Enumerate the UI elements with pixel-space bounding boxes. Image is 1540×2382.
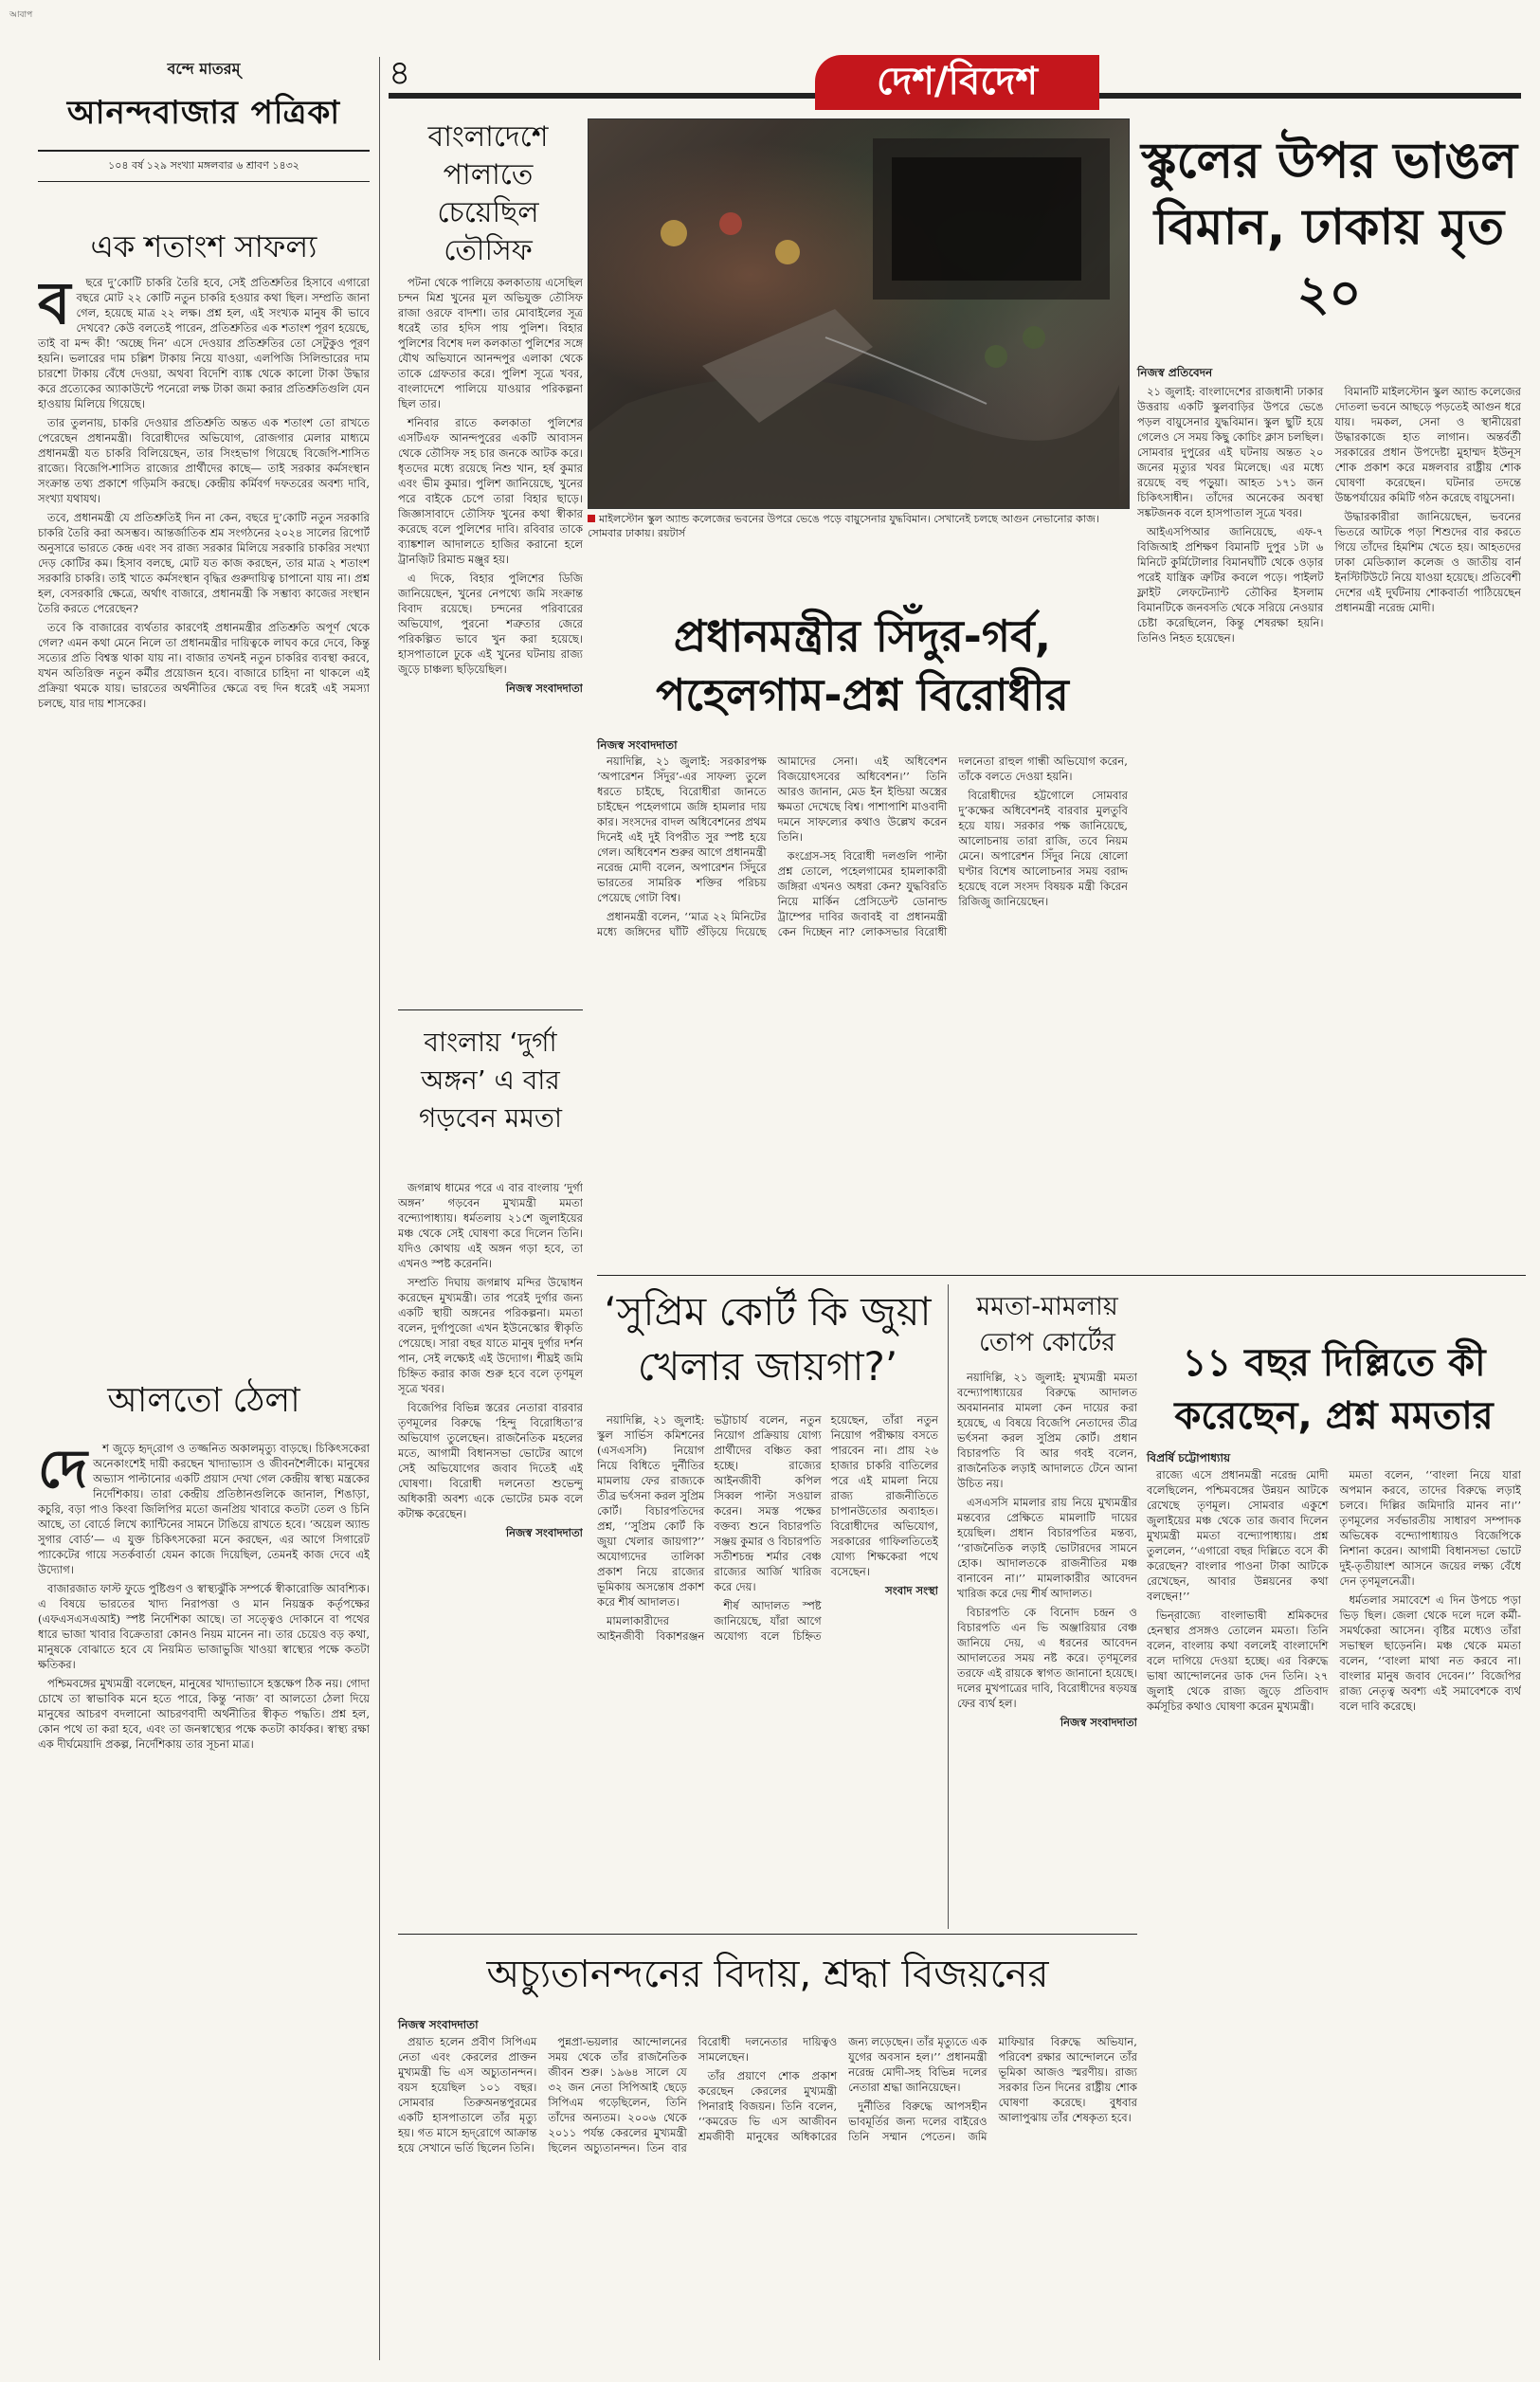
sindoor-byline: নিজস্ব সংবাদদাতা <box>597 738 678 752</box>
mamata-case-credit: নিজস্ব সংবাদদাতা <box>1060 1716 1137 1729</box>
achyut-headline: অচ্যুতানন্দনের বিদায়, শ্রদ্ধা বিজয়নের <box>486 1953 1049 1996</box>
tousif-body <box>398 275 583 1005</box>
achyut-para: দুর্নীতির বিরুদ্ধে আপসহীন ভাবমূর্তির জন্য দলের বাইরেও তিনি সম্মান পেতেন। জমি মাফিয়ার বিরুদ্ধে অভিযান, পরিবেশ রক্ষার আন্দোলনে তাঁর ভূমিকা আজও স্মরণীয়। রাজ্য সরকার তিন দিনের রাষ্ট্রীয় শোক ঘোষণা করেছে। বুধবার আলাপুঝায় তাঁর শেষকৃত্য হবে। <box>848 2035 1137 2143</box>
durga-para: জগন্নাথ ধামের পরে এ বার বাংলায় ‘দুর্গা অঙ্গন’ গড়বেন মুখ্যমন্ত্রী মমতা বন্দ্যোপাধ্যায়। ধর্মতলায় ২১শে জুলাইয়ের মঞ্চ থেকে সেই ঘোষণা করে দিলেন তিনি। যদিও কোথায় এই অঙ্গন গড়া হবে, তা এখনও স্পষ্ট করেননি। <box>398 1181 583 1270</box>
section-banner <box>815 55 1099 110</box>
supreme-para: নয়াদিল্লি, ২১ জুলাই: স্কুল সার্ভিস কমিশনের (এসএসসি) নিয়োগ নিয়ে বিধিতে দুর্নীতির মামলায় ফের রাজ্যকে তীব্র ভর্ৎসনা করল সুপ্রিম কোর্ট। বিচারপতিদের প্রশ্ন, ‘‘সুপ্রিম কোর্ট কি জুয়া খেলার জায়গা?’’ অযোগ্যদের তালিকা প্রকাশ নিয়ে রাজ্যের ভূমিকায় অসন্তোষ প্রকাশ করে শীর্ষ আদালত। <box>597 1413 705 1609</box>
dhaka-para: আইএসপিআর জানিয়েছে, এফ-৭ বিজিআই প্রশিক্ষণ বিমানটি দুপুর ১টা ৬ মিনিটে কুর্মিটোলার বিমানঘাঁটি থেকে ওড়ার পরেই যান্ত্রিক ত্রুটির কবলে পড়ে। পাইলট ফ্লাইট লেফটেন্যান্ট তৌকির ইসলাম বিমানটিকে জনবসতি থেকে সরিয়ে নেওয়ার চেষ্টা করেছিলেন, কিন্তু শেষরক্ষা হয়নি। তিনিও নিহত হয়েছেন। <box>1137 525 1324 645</box>
delhi-para: রাজ্যে এসে প্রধানমন্ত্রী নরেন্দ্র মোদী বলেছিলেন, পশ্চিমবঙ্গের উন্নয়ন আটকে রেখেছে তৃণমূল। সোমবার একুশে জুলাইয়ের মঞ্চ থেকে তার জবাব দিলেন মুখ্যমন্ত্রী মমতা বন্দ্যোপাধ্যায়। প্রশ্ন তুললেন, ‘‘এগারো বছর দিল্লিতে বসে কী করেছেন? বাংলার পাওনা টাকা আটকে রেখেছেন, আবার উন্নয়নের কথা বলছেন!’’ <box>1147 1468 1329 1603</box>
corner-mark: আবাপ <box>9 10 33 20</box>
dhaka-para: ২১ জুলাই: বাংলাদেশের রাজধানী ঢাকার উত্তরায় একটি স্কুলবাড়ির উপরে ভেঙে পড়ল বায়ুসেনার যুদ্ধবিমান। স্কুল ছুটি হয়ে গেলেও সে সময় কিছু কোচিং ক্লাস চলছিল। সোমবার দুপুরের এই ঘটনায় অন্তত ২০ জনের মৃত্যুর খবর মিলেছে। এর মধ্যে রয়েছে বহু পড়ুয়া। আহত ১৭১ জন চিকিৎসাধীন। তাঁদের অনেকের অবস্থা সঙ্কটজনক বলে হাসপাতাল সূত্রে খবর। <box>1137 385 1324 519</box>
mamata-case-para: এসএসসি মামলার রায় নিয়ে মুখ্যমন্ত্রীর মন্তব্যের প্রেক্ষিতে মামলাটি দায়ের হয়েছিল। প্রধান বিচারপতির মন্তব্য, ‘‘রাজনৈতিক লড়াই ভোটারদের সামনে হোক। আদালতকে রাজনীতির মঞ্চ বানাবেন না।’’ মামলাকারীর আবেদন খারিজ করে দেয় শীর্ষ আদালত। <box>957 1496 1137 1600</box>
supreme-headline: ‘সুপ্রিম কোর্ট কি জুয়া খেলার জায়গা?’ <box>604 1288 932 1390</box>
editorial1-para: তবে কি বাজারের ব্যর্থতার কারণেই প্রধানমন্ত্রীর প্রতিশ্রুতি অপূর্ণ থেকে গেল? এমন কথা মেনে নিলে তা প্রধানমন্ত্রীর দায়িত্বকে লাঘব করে দেবে, কিন্তু সত্যের প্রতি বিশ্বস্ত থাকা যায় না। বাজার তখনই নতুন চাকরির ব্যবস্থা করবে, যখন অতিরিক্ত নতুন কর্মীর প্রয়োজন হবে। বাজারে চাহিদা না থাকলে এই প্রক্রিয়া থমকে যায়। ভারতের অর্থনীতির ক্ষেত্রে বহু দিন ধরেই এই সমস্যা চলছে, যার দায় শাসকের। <box>38 621 370 710</box>
supreme-para: শীর্ষ আদালত স্পষ্ট জানিয়েছে, যাঁরা আগে অযোগ্য বলে চিহ্নিত হয়েছেন, তাঁরা নতুন নিয়োগ পরীক্ষায় বসতে পারবেন না। প্রায় ২৬ হাজার চাকরি বাতিলের পরে এই মামলা নিয়ে রাজ্য রাজনীতিতে চাপানউতোর অব্যাহত। বিরোধীদের অভিযোগ, সরকারের গাফিলতিতেই যোগ্য শিক্ষকেরা পথে বসেছেন। <box>714 1413 938 1643</box>
delhi-para: ভিন্‌রাজ্যে বাংলাভাষী শ্রমিকদের হেনস্থার প্রসঙ্গও তোলেন মমতা। তিনি বলেন, বাংলায় কথা বললেই বাংলাদেশি বলে দাগিয়ে দেওয়া হচ্ছে। এর বিরুদ্ধে ভাষা আন্দোলনের ডাক দেন তিনি। ২৭ জুলাই থেকে রাজ্য জুড়ে প্রতিবাদ কর্মসূচির কথাও ঘোষণা করেন মুখ্যমন্ত্রী। <box>1147 1609 1329 1713</box>
crash-photo-art <box>589 119 1129 508</box>
photo-caption-text: মাইলস্টোন স্কুল অ্যান্ড কলেজের ভবনের উপরে ভেঙে পড়ে বায়ুসেনার যুদ্ধবিমান। সেখানেই চলছে আগুন নেভানোর কাজ। সোমবার ঢাকায়। রয়টার্স <box>588 513 1099 539</box>
editorial1-headline: এক শতাংশ সাফল্য <box>90 228 317 264</box>
achyut-para: প্রয়াত হলেন প্রবীণ সিপিএম নেতা এবং কেরলের প্রাক্তন মুখ্যমন্ত্রী ভি এস অচ্যুতানন্দন। বয়স হয়েছিল ১০১ বছর। সোমবার তিরুঅনন্তপুরমের একটি হাসপাতালে তাঁর মৃত্যু হয়। গত মাসে হৃদ্‌রোগে আক্রান্ত হয়ে সেখানে ভর্তি ছিলেন তিনি। <box>398 2035 537 2155</box>
tousif-para: শনিবার রাতে কলকাতা পুলিশের এসটিএফ আনন্দপুরের একটি আবাসন থেকে তৌসিফ সহ চার জনকে আটক করে। ধৃতদের মধ্যে রয়েছে নিশু খান, হর্ষ কুমার এবং ভীম কুমার। পুলিশ জানিয়েছে, খুনের পরে বাইকে চেপে তারা বিহার ছাড়ে। জিজ্ঞাসাবাদে তৌসিফ খুনের কথা স্বীকার করেছে বলে পুলিশের দাবি। রবিবার তাকে ব্যাঙ্কশাল আদালতে হাজির করানো হলে ট্রানজ়িট রিমান্ড মঞ্জুর হয়। <box>398 416 583 566</box>
delhi-body <box>1147 1467 1521 2358</box>
durga-para: বিজেপির বিভিন্ন স্তরের নেতারা বারবার তৃণমূলের বিরুদ্ধে ‘হিন্দু বিরোধিতা’র অভিযোগ তুলেছেন। রাজনৈতিক মহলের মতে, আগামী বিধানসভা ভোটের আগে সেই অভিযোগের জবাব দিতেই এই ঘোষণা। বিরোধী দলনেতা শুভেন্দু অধিকারী অবশ্য একে ভোটের চমক বলে কটাক্ষ করেছেন। <box>398 1401 583 1520</box>
editorial2-para: পশ্চিমবঙ্গের মুখ্যমন্ত্রী বলেছেন, মানুষের খাদ্যাভ্যাসে হস্তক্ষেপ ঠিক নয়। গোদা চোখে তা স্বাভাবিক মনে হতে পারে, কিন্তু ‘নাজ’ বা আলতো ঠেলা দিয়ে মানুষের আচরণ বদলানো আচরণবাদী অর্থনীতির স্বীকৃত পদ্ধতি। প্রশ্ন হল, কোন পথে তা করা হবে, এবং তা জনস্বাস্থ্যের পক্ষে কতটা কার্যকর। স্বাস্থ্য রক্ষা এক দীর্ঘমেয়াদি প্রকল্প, নির্দেশিকায় তার সূচনা মাত্র। <box>38 1677 370 1751</box>
dhaka-para: উদ্ধারকারীরা জানিয়েছেন, ভবনের ভিতরে আটকে পড়া শিশুদের বার করতে গিয়ে তাঁদের হিমশিম খেতে হয়। আহতদের ঢাকা মেডিক্যাল কলেজ ও জাতীয় বার্ন ইনস্টিটিউটে নিয়ে যাওয়া হয়েছে। প্রতিবেশী দেশের এই দুর্ঘটনায় শোকবার্তা পাঠিয়েছেন প্রধানমন্ত্রী নরেন্দ্র মোদী। <box>1334 510 1521 614</box>
editorial2-para: বাজারজাত ফাস্ট ফুডে পুষ্টিগুণ ও স্বাস্থ্যঝুঁকি সম্পর্কে স্বীকারোক্তি আবশ্যিক। এ বিষয়ে ভারতের খাদ্য নিরাপত্তা ও মান নিয়ন্ত্রক কর্তৃপক্ষের (এফএসএসএআই) স্পষ্ট নির্দেশিকা আছে। তা সত্ত্বেও দোকানে বা পথের ধারে ভাজা খাবার বিক্রেতারা কোনও নিয়ম মানেন না। তার চেয়েও বড় কথা, মানুষকে বোঝাতে হবে যে নিয়মিত ভাজাভুজি খাওয়া স্বাস্থ্যের পক্ষে কতটা ক্ষতিকর। <box>38 1582 370 1671</box>
caption-square-icon <box>588 515 595 522</box>
masthead-motto: বন্দে মাতরম্‌ <box>167 60 241 78</box>
dhaka-body <box>1137 384 1521 1332</box>
dhaka-byline: নিজস্ব প্রতিবেদন <box>1137 366 1213 379</box>
sindoor-headline: প্রধানমন্ত্রীর সিঁদুর-গর্ব, পহেলগাম-প্রশ্ন বিরোধীর <box>656 610 1069 720</box>
sindoor-para: বিরোধীদের হট্টগোলে সোমবার দু’কক্ষের অধিবেশনই বারবার মুলতুবি হয়ে যায়। সরকার পক্ষ জানিয়েছে, আলোচনায় তারা রাজি, তবে নিয়ম মেনে। অপারেশন সিঁদুর নিয়ে ষোলো ঘণ্টার বিশেষ আলোচনার সময় বরাদ্দ হয়েছে বলে সংসদ বিষয়ক মন্ত্রী কিরেন রিজিজু জানিয়েছেন। <box>958 789 1128 908</box>
durga-headline: বাংলায় ‘দুর্গা অঙ্গন’ এ বার গড়বেন মমতা <box>418 1027 562 1134</box>
sindoor-body <box>597 754 1128 1265</box>
durga-credit: নিজস্ব সংবাদদাতা <box>505 1526 583 1539</box>
editorial1-dropcap: ব <box>38 275 71 337</box>
tousif-para: পটনা থেকে পালিয়ে কলকাতায় এসেছিল চন্দন মিশ্র খুনের মূল অভিযুক্ত তৌসিফ রাজা ওরফে বাদশা। তার মোবাইলের সূত্র ধরেই তার হদিস পায় পুলিশ। বিহার পুলিশের বিশেষ দল কলকাতা পুলিশের সঙ্গে যৌথ অভিযানে আনন্দপুর এলাকা থেকে তাকে গ্রেফতার করে। পুলিশ সূত্রে খবর, বাংলাদেশে পালিয়ে যাওয়ার পরিকল্পনা ছিল তার। <box>398 276 583 410</box>
section-rule-left <box>389 93 815 99</box>
masthead-title: আনন্দবাজার পত্রিকা <box>66 94 341 132</box>
delhi-para: মমতা বলেন, ‘‘বাংলা নিয়ে যারা অপমান করবে, তাদের বিরুদ্ধে লড়াই চলবে। দিল্লির জমিদারি মানব না।’’ তৃণমূলের সর্বভারতীয় সাধারণ সম্পাদক অভিষেক বন্দ্যোপাধ্যায়ও বিজেপিকে নিশানা করেন। আগামী বিধানসভা ভোটে দুই-তৃতীয়াংশ আসনে জয়ের লক্ষ্য বেঁধে দেন তৃণমূলনেত্রী। <box>1339 1468 1521 1588</box>
dhaka-headline: স্কুলের উপর ভাঙল বিমান, ঢাকায় মৃত ২০ <box>1140 133 1518 322</box>
achyut-para: পুন্নপ্রা-ভয়লার আন্দোলনের সময় থেকে তাঁর রাজনৈতিক জীবন শুরু। ১৯৬৪ সালে যে ৩২ জন নেতা সিপিআই ছেড়ে সিপিএম গড়েছিলেন, তিনি তাঁদের অন্যতম। ২০০৬ থেকে ২০১১ পর্যন্ত কেরলের মুখ্যমন্ত্রী ছিলেন অচ্যুতানন্দন। তিন বার বিরোধী দলনেতার দায়িত্বও সামলেছেন। <box>548 2035 838 2155</box>
editorial2-dropcap: দে <box>38 1441 88 1500</box>
editorial1-para: ছরে দু’কোটি চাকরি তৈরি হবে, সেই প্রতিশ্রুতির হিসাবে এগারো বছরে মোট ২২ কোটি নতুন চাকরি হওয়ার কথা ছিল। সম্প্রতি জানা গেল, হয়েছে মাত্র ২২ লক্ষ। প্রশ্ন হল, এই সংখ্যক মানুষ কী ভাবে দেখবে? কেউ বলতেই পারেন, প্রতিশ্রুতির এক শতাংশ পূরণ হয়েছে, তাই বা মন্দ কী! ‘অচ্ছে দিন’ এসে দেওয়ার প্রতিশ্রুতির তো সেটুকুও পূরণ হয়নি। ভলারের দাম চল্লিশ টাকায় নিয়ে যাওয়া, এলপিজি সিলিন্ডারের দাম চারশো টাকায় বেঁধে দেওয়া, অথবা বিদেশি ব্যাঙ্ক থেকে কালো টাকা উদ্ধার করে প্রত্যেকের অ্যাকাউন্টে পনেরো লক্ষ টাকা জমা করার প্রতিশ্রুতিগুলি যেন হাওয়ায় মিলিয়ে গিয়েছে। <box>38 276 370 410</box>
section-rule-right <box>1099 93 1521 99</box>
mamata-case-body <box>957 1370 1137 1929</box>
dhaka-para: বিমানটি মাইলস্টোন স্কুল অ্যান্ড কলেজের দোতলা ভবনে আছড়ে পড়তেই আগুন ধরে যায়। দমকল, সেনা ও স্থানীয়েরা উদ্ধারকাজে হাত লাগান। অন্তর্বর্তী সরকারের প্রধান উপদেষ্টা মুহাম্মদ ইউনূস শোক প্রকাশ করে মঙ্গলবার রাষ্ট্রীয় শোক ঘোষণা করেছেন। ঘটনার তদন্তে উচ্চপর্যায়ের কমিটি গঠন করেছে বায়ুসেনা। <box>1334 385 1521 504</box>
tousif-credit: নিজস্ব সংবাদদাতা <box>505 682 583 695</box>
achyut-para: তাঁর প্রয়াণে শোক প্রকাশ করেছেন কেরলের মুখ্যমন্ত্রী পিনারাই বিজয়ন। তিনি বলেন, ‘‘কমরেড ভি এস আজীবন শ্রমজীবী মানুষের অধিকারের জন্য লড়েছেন। তাঁর মৃত্যুতে এক যুগের অবসান হল।’’ প্রধানমন্ত্রী নরেন্দ্র মোদী-সহ বিভিন্ন দলের নেতারা শ্রদ্ধা জানিয়েছেন। <box>698 2035 987 2143</box>
editorial1-body <box>38 275 370 1223</box>
editorial2-body <box>38 1441 370 2360</box>
photo-caption <box>588 512 1128 540</box>
delhi-headline: ১১ বছর দিল্লিতে কী করেছেন, প্রশ্ন মমতার <box>1174 1341 1494 1438</box>
mamata-case-divider <box>948 1284 949 1929</box>
masthead-rule <box>38 150 370 152</box>
sindoor-para: নয়াদিল্লি, ২১ জুলাই: সরকারপক্ষ ‘অপারেশন সিঁদুর’-এর সাফল্য তুলে ধরতে চাইছে, বিরোধীরা জানতে চাইছেন পহেলগামে জঙ্গি হামলার দায় কার। সংসদের বাদল অধিবেশনের প্রথম দিনেই এই দুই বিপরীত সুর স্পষ্ট হয়ে গেল। অধিবেশন শুরুর আগে প্রধানমন্ত্রী নরেন্দ্র মোদী বলেন, অপারেশন সিঁদুরে ভারতের সামরিক শক্তির পরিচয় পেয়েছে গোটা বিশ্ব। <box>597 755 767 904</box>
page-number: ৪ <box>389 54 411 93</box>
editorial1-para: তবে, প্রধানমন্ত্রী যে প্রতিশ্রুতিই দিন না কেন, বছরে দু’কোটি নতুন সরকারি চাকরি তৈরি করা অসম্ভব। আন্তর্জাতিক শ্রম সংগঠনের ২০২৪ সালের রিপোর্ট অনুসারে ভারতে কেন্দ্র এবং সব রাজ্য সরকার মিলিয়ে সরকারি চাকরির সংখ্যা দেড় কোটির কম। হিসাব বলছে, মোট যত কাজ করছেন, তার মাত্র ২ শতাংশ সরকারি চাকরি। তাই খাতে কর্মসংস্থান বৃদ্ধির গুরুদায়িত্ব চাপানো যায় না। প্রশ্ন হল, বেসরকারি ক্ষেত্রে, অর্থাৎ বাজারে, প্রধানমন্ত্রী কি সম্ভাব্য কাজের সংস্থান তৈরি করতে পেরেছেন? <box>38 511 370 615</box>
sindoor-para: প্রধানমন্ত্রী বলেন, ‘‘মাত্র ২২ মিনিটের মধ্যে জঙ্গিদের ঘাঁটি গুঁড়িয়ে দিয়েছে আমাদের সেনা। এই অধিবেশন বিজয়োৎসবের অধিবেশন।’’ তিনি আরও জানান, মেড ইন ইন্ডিয়া অস্ত্রের ক্ষমতা দেখেছে বিশ্ব। পাশাপাশি মাওবাদী দমনে সাফল্যের কথাও উল্লেখ করেন তিনি। <box>597 755 948 938</box>
editorial2-para: শ জুড়ে হৃদ্‌রোগ ও তজ্জনিত অকালমৃত্যু বাড়ছে। চিকিৎসকেরা অনেকাংশেই দায়ী করছেন খাদ্যাভ্যাস ও জীবনশৈলীকে। মানুষের অভ্যাস পাল্টানোর একটি প্রয়াস দেখা গেল কেন্দ্রীয় স্বাস্থ্য মন্ত্রকের নির্দেশিকায়। তারা কেন্দ্রীয় প্রতিষ্ঠানগুলিকে জানাল, শিঙাড়া, কচুরি, বড়া পাও কিংবা জিলিপির মতো জনপ্রিয় খাবারে কতটা তেল ও চিনি আছে, তা বোর্ডে লিখে ক্যান্টিনের সামনে টাঙিয়ে রাখতে হবে। ‘অয়েল অ্যান্ড সুগার বোর্ড’— এ যুক্ত চিকিৎসকেরা মনে করছেন, এর আগে সিগারেট প্যাকেটের গায়ে সতর্কবার্তা যেমন কাজে দিয়েছিল, তেমনই কাজ দেবে এই উদ্যোগ। <box>38 1442 370 1576</box>
mamata-case-para: নয়াদিল্লি, ২১ জুলাই: মুখ্যমন্ত্রী মমতা বন্দ্যোপাধ্যায়ের বিরুদ্ধে আদালত অবমাননার মামলা কেন দায়ের করা হয়েছে, এ বিষয়ে বিজেপি নেতাদের তীব্র ভর্ৎসনা করল সুপ্রিম কোর্ট। প্রধান বিচারপতি বি আর গবই বলেন, রাজনৈতিক লড়াই আদালতে টেনে আনা উচিত নয়। <box>957 1371 1137 1490</box>
supreme-credit: সংবাদ সংস্থা <box>885 1584 938 1597</box>
tousif-para: এ দিকে, বিহার পুলিশের ডিজি জানিয়েছেন, খুনের নেপথ্যে জমি সংক্রান্ত বিবাদ রয়েছে। চন্দনের পরিবারের অভিযোগ, পুরনো শত্রুতার জেরে পরিকল্পিত ভাবে খুন করা হয়েছে। হাসপাতালে ঢুকে এই খুনের ঘটনায় রাজ্য জুড়ে চাঞ্চল্য ছড়িয়েছিল। <box>398 572 583 676</box>
crash-photo <box>588 118 1130 509</box>
delhi-para: ধর্মতলার সমাবেশে এ দিন উপচে পড়া ভিড় ছিল। জেলা থেকে দলে দলে কর্মী-সমর্থকেরা আসেন। বৃষ্টির মধ্যেও তাঁরা সভাস্থল ছাড়েননি। মঞ্চ থেকে মমতা বলেন, ‘‘বাংলা মাথা নত করবে না। বাংলার মানুষ জবাব দেবেন।’’ বিজেপির রাজ্য নেতৃত্ব অবশ্য এই সমাবেশকে ব্যর্থ বলে দাবি করেছে। <box>1339 1593 1521 1713</box>
masthead-issue: ১০৪ বর্ষ ১২৯ সংখ্যা মঙ্গলবার ৬ শ্রাবণ ১৪৩২ <box>108 159 299 172</box>
durga-body <box>398 1180 583 1919</box>
editorial2-headline: আলতো ঠেলা <box>107 1381 300 1420</box>
tousif-headline: বাংলাদেশে পালাতে চেয়েছিল তৌসিফ <box>427 120 549 267</box>
supreme-body <box>597 1412 938 1924</box>
delhi-byline: বিপ্রর্ষি চট্টোপাধ্যায় <box>1147 1451 1231 1464</box>
durga-top-rule <box>398 1009 583 1010</box>
supreme-para: মামলাকারীদের আইনজীবী বিকাশরঞ্জন ভট্টাচার্য বলেন, নতুন নিয়োগ প্রক্রিয়ায় যোগ্য প্রার্থীদের বঞ্চিত করা হচ্ছে। রাজ্যের আইনজীবী কপিল সিব্বল পাল্টা সওয়াল করেন। সমস্ত পক্ষের বক্তব্য শুনে বিচারপতি সঞ্জয় কুমার ও বিচারপতি সতীশচন্দ্র শর্মার বেঞ্চ রাজ্যের আর্জি খারিজ করে দেয়। <box>597 1413 822 1643</box>
sindoor-para: কংগ্রেস-সহ বিরোধী দলগুলি পাল্টা প্রশ্ন তোলে, পহেলগামের হামলাকারী জঙ্গিরা এখনও অধরা কেন? যুদ্ধবিরতি নিয়ে মার্কিন প্রেসিডেন্ট ডোনাল্ড ট্রাম্পের দাবির জবাবই বা প্রধানমন্ত্রী কেন দিচ্ছেন না? লোকসভার বিরোধী দলনেতা রাহুল গান্ধী অভিযোগ করেন, তাঁকে বলতে দেওয়া হয়নি। <box>777 755 1128 938</box>
mamata-case-headline: মমতা-মামলায় তোপ কোর্টের <box>976 1292 1118 1357</box>
durga-para: সম্প্রতি দিঘায় জগন্নাথ মন্দির উদ্বোধন করেছেন মুখ্যমন্ত্রী। তার পরেই দুর্গার জন্য একটি স্থায়ী অঙ্গনের পরিকল্পনা। মমতা বলেন, দুর্গাপুজো এখন ইউনেস্কোর স্বীকৃতি পেয়েছে। সারা বছর যাতে মানুষ দুর্গার দর্শন পান, সেই লক্ষ্যেই এই উদ্যোগ। শীঘ্রই জমি চিহ্নিত করার কাজ শুরু হবে বলে তৃণমূল সূত্রে খবর। <box>398 1276 583 1395</box>
achyut-body <box>398 2034 1137 2361</box>
mamata-case-para: বিচারপতি কে বিনোদ চন্দ্রন ও বিচারপতি এন ভি অঞ্জারিয়ার বেঞ্চ জানিয়ে দেয়, এ ধরনের আবেদন আদালতের সময় নষ্ট করে। তৃণমূলের তরফে এই রায়কে স্বাগত জানানো হয়েছে। দলের মুখপাত্রের দাবি, বিরোধীদের ষড়যন্ত্র ফের ব্যর্থ হল। <box>957 1606 1137 1710</box>
masthead <box>38 57 370 182</box>
editorial1-para: তার তুলনায়, চাকরি দেওয়ার প্রতিশ্রুতি অন্তত এক শতাংশ তো রাখতে পেরেছেন প্রধানমন্ত্রী। বিরোধীদের অভিযোগ, রোজগার মেলার মাধ্যমে প্রধানমন্ত্রী যত চাকরি বিলিয়েছেন, তার সিংহভাগ গিয়েছে বিজেপি-শাসিত রাজ্যে। বিজেপি-শাসিত রাজ্যের প্রার্থীদের কাছে— তাই সরকার কর্মসংস্থান সংক্রান্ত তথ্য প্রকাশে গড়িমসি করছে। কেন্দ্রীয় কর্মিবর্গ দফতরের অবশ্য দাবি, সংখ্যা যথাযথ। <box>38 416 370 505</box>
supreme-top-rule <box>597 1275 1526 1276</box>
achyut-byline: নিজস্ব সংবাদদাতা <box>398 2018 479 2031</box>
achyut-top-rule <box>398 1934 1137 1935</box>
column-divider <box>379 57 380 2360</box>
masthead-rule-2 <box>38 181 370 182</box>
section-label: দেশ/বিদেশ <box>877 59 1038 103</box>
